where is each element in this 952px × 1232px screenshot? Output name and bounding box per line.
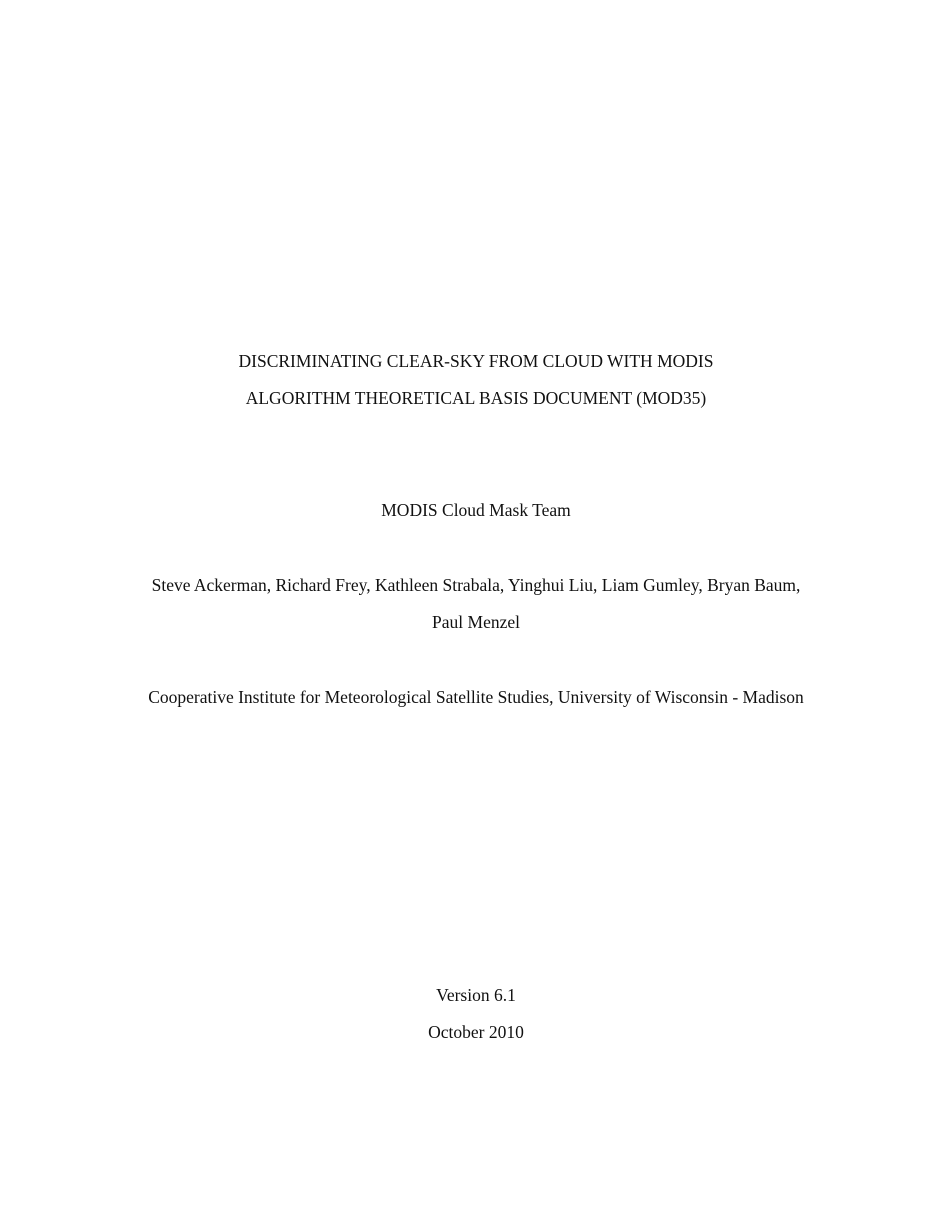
authors-line-2: Paul Menzel — [432, 612, 520, 632]
publication-date: October 2010 — [428, 1022, 524, 1042]
affiliation: Cooperative Institute for Meteorological Satellite Studies, University of Wisconsin - Madison — [148, 687, 804, 707]
version-label: Version 6.1 — [436, 985, 516, 1005]
team-name: MODIS Cloud Mask Team — [381, 500, 571, 520]
authors-line-1: Steve Ackerman, Richard Frey, Kathleen Strabala, Yinghui Liu, Liam Gumley, Bryan Baum, — [151, 575, 801, 595]
document-title-line-2: ALGORITHM THEORETICAL BASIS DOCUMENT (MOD35) — [245, 388, 707, 408]
document-title-line-1: DISCRIMINATING CLEAR-SKY FROM CLOUD WITH MODIS — [238, 351, 714, 371]
